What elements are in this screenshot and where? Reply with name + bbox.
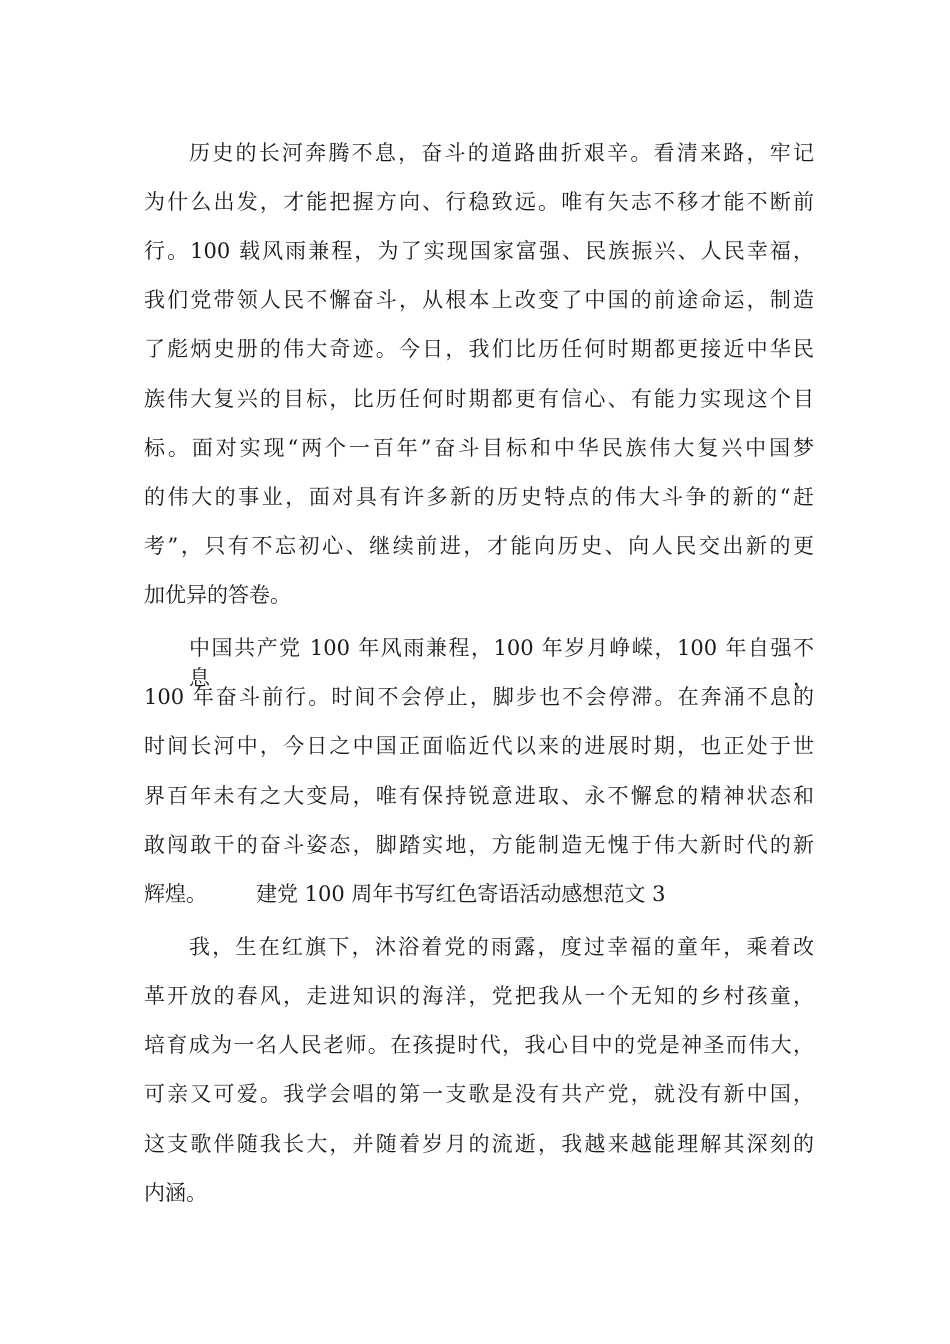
paragraph-1-line-5: 了彪炳史册的伟大奇迹。今日，我们比历任何时期都更接近中华民	[144, 337, 814, 361]
paragraph-3-line-1: 我，生在红旗下，沐浴着党的雨露，度过幸福的童年，乘着改	[189, 935, 814, 959]
paragraph-2-line-5: 敢闯敢干的奋斗姿态，脚踏实地，方能制造无愧于伟大新时代的新	[144, 833, 814, 857]
paragraph-1-line-9: 考”，只有不忘初心、继续前进，才能向历史、向人民交出新的更	[144, 534, 814, 558]
paragraph-2-line-1: 中国共产党 100 年风雨兼程，100 年岁月峥嵘，100 年自强不息，	[189, 636, 814, 690]
paragraph-2-line-3: 时间长河中，今日之中国正面临近代以来的进展时期，也正处于世	[144, 734, 814, 758]
paragraph-1-line-7: 标。面对实现“两个一百年”奋斗目标和中华民族伟大复兴中国梦	[144, 436, 814, 460]
paragraph-1-line-3: 行。100 载风雨兼程，为了实现国家富强、民族振兴、人民幸福，	[144, 239, 814, 263]
section-title: 建党 100 周年书写红色寄语活动感想范文 3	[256, 882, 666, 906]
paragraph-2-line-4: 界百年未有之大变局，唯有保持锐意进取、永不懈怠的精神状态和	[144, 784, 814, 808]
paragraph-1-line-6: 族伟大复兴的目标，比历任何时期都更有信心、有能力实现这个目	[144, 387, 814, 411]
paragraph-1-line-10: 加优异的答卷。	[144, 583, 291, 607]
paragraph-1-line-2: 为什么出发，才能把握方向、行稳致远。唯有矢志不移才能不断前	[144, 190, 814, 214]
paragraph-1-line-8: 的伟大的事业，面对具有许多新的历史特点的伟大斗争的新的“赶	[144, 485, 814, 509]
paragraph-1-line-4: 我们党带领人民不懈奋斗，从根本上改变了中国的前途命运，制造	[144, 288, 814, 312]
paragraph-3-line-3: 培育成为一名人民老师。在孩提时代，我心目中的党是神圣而伟大，	[144, 1033, 814, 1057]
paragraph-3-line-6: 内涵。	[144, 1181, 207, 1205]
paragraph-3-line-5: 这支歌伴随我长大，并随着岁月的流逝，我越来越能理解其深刻的	[144, 1132, 814, 1156]
paragraph-3-line-2: 革开放的春风，走进知识的海洋，党把我从一个无知的乡村孩童，	[144, 984, 814, 1008]
paragraph-3-line-4: 可亲又可爱。我学会唱的第一支歌是没有共产党，就没有新中国，	[144, 1082, 814, 1106]
paragraph-1-line-1: 历史的长河奔腾不息，奋斗的道路曲折艰辛。看清来路，牢记	[189, 141, 814, 165]
paragraph-2-line-2: 100 年奋斗前行。时间不会停止，脚步也不会停滞。在奔涌不息的	[144, 685, 814, 709]
paragraph-2-line-6: 辉煌。	[144, 882, 207, 906]
